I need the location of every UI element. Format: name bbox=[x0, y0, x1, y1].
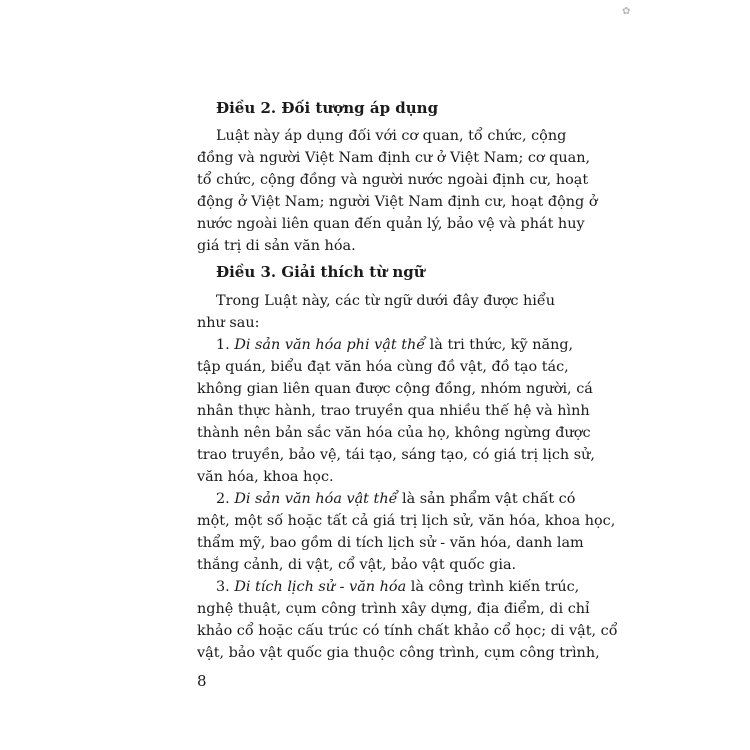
page-number: 8 bbox=[197, 672, 207, 690]
article-3-item-3 bbox=[197, 576, 618, 664]
text-line: khảo cổ hoặc cấu trúc có tính chất khảo cổ học; di vật, cổ bbox=[197, 623, 618, 639]
article-2-heading: Điều 2. Đối tượng áp dụng bbox=[216, 99, 439, 117]
text-line: như sau: bbox=[197, 315, 260, 331]
text-line: tập quán, biểu đạt văn hóa cùng đồ vật, đồ tạo tác, bbox=[197, 359, 569, 375]
text-line bbox=[197, 334, 574, 356]
text-line: thắng cảnh, di vật, cổ vật, bảo vật quốc gia. bbox=[197, 557, 517, 573]
corner-flower-icon: ✿ bbox=[622, 6, 631, 17]
item-number: 2. bbox=[216, 491, 235, 507]
article-3-item-2 bbox=[197, 488, 616, 576]
text-line bbox=[197, 488, 576, 510]
text-line: không gian liên quan được cộng đồng, nhóm người, cá bbox=[197, 381, 593, 397]
text-line: thẩm mỹ, bao gồm di tích lịch sử - văn hóa, danh lam bbox=[197, 535, 584, 551]
article-3-intro bbox=[197, 290, 555, 334]
item-number: 3. bbox=[216, 579, 235, 595]
text-line: vật, bảo vật quốc gia thuộc công trình, cụm công trình, bbox=[197, 645, 600, 661]
article-3-heading: Điều 3. Giải thích từ ngữ bbox=[216, 263, 425, 281]
text-line: đồng và người Việt Nam định cư ở Việt Nam; cơ quan, bbox=[197, 150, 591, 166]
article-3-item-1 bbox=[197, 334, 595, 488]
defined-term: Di sản văn hóa phi vật thể bbox=[234, 337, 426, 353]
definition-text: là công trình kiến trúc, bbox=[406, 579, 580, 595]
text-line: Luật này áp dụng đối với cơ quan, tổ chức, cộng bbox=[216, 128, 567, 144]
text-line: thành nên bản sắc văn hóa của họ, không ngừng được bbox=[197, 425, 591, 441]
item-number: 1. bbox=[216, 337, 235, 353]
article-2-body bbox=[197, 125, 598, 257]
text-line: động ở Việt Nam; người Việt Nam định cư, hoạt động ở bbox=[197, 194, 598, 210]
defined-term: Di sản văn hóa vật thể bbox=[234, 491, 398, 507]
definition-text: là tri thức, kỹ năng, bbox=[425, 337, 574, 353]
text-line: giá trị di sản văn hóa. bbox=[197, 238, 356, 254]
text-line: nhân thực hành, trao truyền qua nhiều thế hệ và hình bbox=[197, 403, 590, 419]
text-line: Trong Luật này, các từ ngữ dưới đây được hiểu bbox=[216, 293, 555, 309]
text-line: trao truyền, bảo vệ, tái tạo, sáng tạo, có giá trị lịch sử, bbox=[197, 447, 595, 463]
text-line bbox=[197, 576, 580, 598]
text-line: một, một số hoặc tất cả giá trị lịch sử, văn hóa, khoa học, bbox=[197, 513, 616, 529]
text-line: văn hóa, khoa học. bbox=[197, 469, 334, 485]
defined-term: Di tích lịch sử - văn hóa bbox=[234, 579, 407, 595]
text-line: nghệ thuật, cụm công trình xây dựng, địa điểm, di chỉ bbox=[197, 601, 590, 617]
definition-text: là sản phẩm vật chất có bbox=[397, 491, 576, 507]
text-line: tổ chức, cộng đồng và người nước ngoài định cư, hoạt bbox=[197, 172, 589, 188]
text-line: nước ngoài liên quan đến quản lý, bảo vệ và phát huy bbox=[197, 216, 585, 232]
